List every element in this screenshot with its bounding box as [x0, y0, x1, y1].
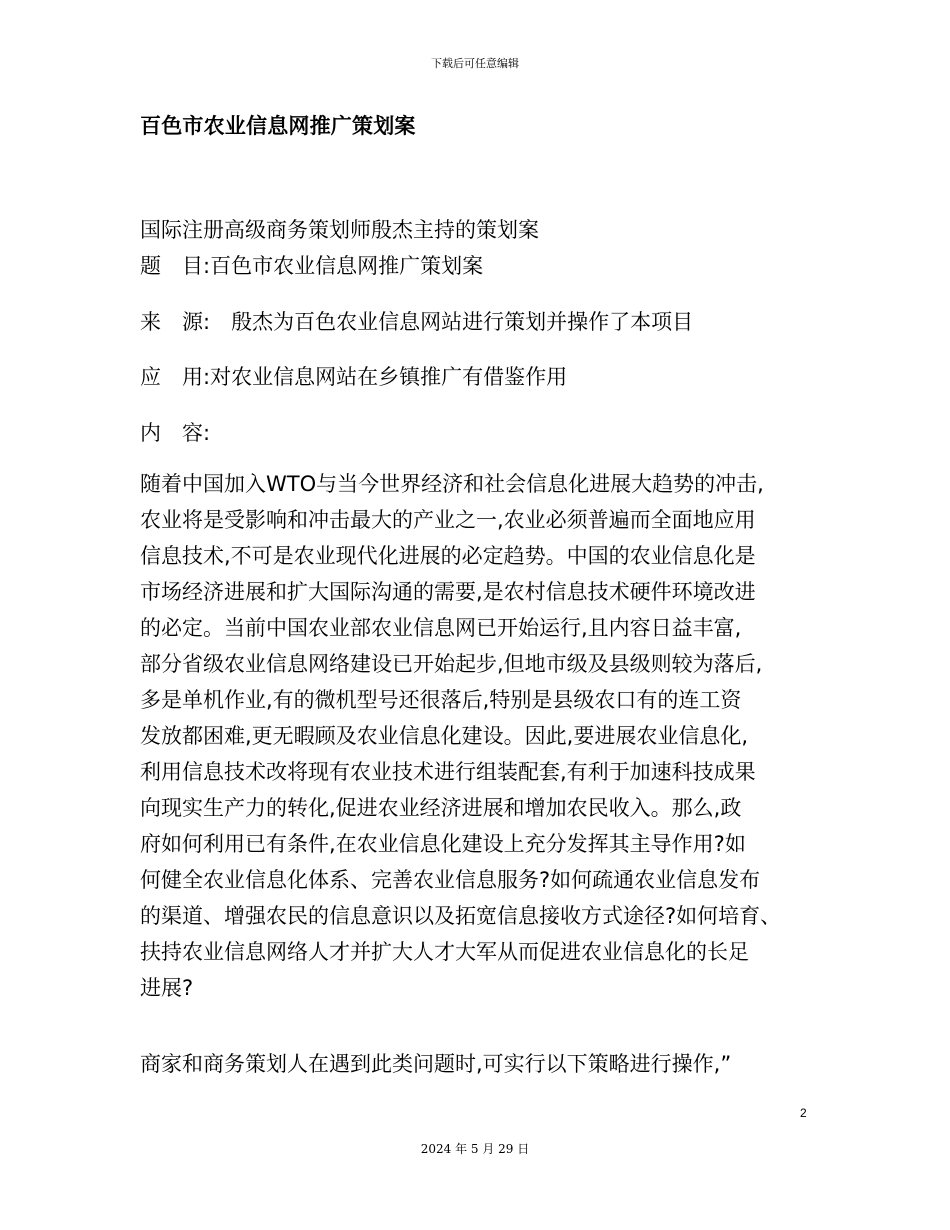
body-line: 随着中国加入WTO与当今世界经济和社会信息化进展大趋势的冲击,: [140, 472, 764, 496]
application-line: 应 用:对农业信息网站在乡镇推广有借鉴作用: [140, 365, 568, 389]
body-line: 的必定。当前中国农业部农业信息网已开始运行,且内容日益丰富,: [140, 616, 742, 640]
page-number: 2: [800, 1106, 807, 1120]
body-line: 进展?: [140, 976, 194, 1000]
footer-date: 2024 年 5 月 29 日: [420, 1142, 530, 1156]
body-line: 的渠道、增强农民的信息意识以及拓宽信息接收方式途径?如何培育、: [140, 904, 782, 928]
subject-line: 题 目:百色市农业信息网推广策划案: [140, 254, 484, 278]
body-line: 信息技术,不可是农业现代化进展的必定趋势。中国的农业信息化是: [140, 544, 756, 568]
document-title: 百色市农业信息网推广策划案: [140, 114, 416, 138]
body-line: 向现实生产力的转化,促进农业经济进展和增加农民收入。那么,政: [140, 796, 742, 820]
body-line: 府如何利用已有条件,在农业信息化建设上充分发挥其主导作用?如: [140, 832, 746, 856]
author-line: 国际注册高级商务策划师殷杰主持的策划案: [140, 218, 539, 242]
body-line: 多是单机作业,有的微机型号还很落后,特别是县级农口有的连工资: [140, 688, 742, 712]
body-line: 部分省级农业信息网络建设已开始起步,但地市级及县级则较为落后,: [140, 652, 763, 676]
body-line: 市场经济进展和扩大国际沟通的需要,是农村信息技术硬件环境改进: [140, 580, 756, 604]
body-line: 扶持农业信息网络人才并扩大人才大军从而促进农业信息化的长足: [140, 940, 749, 964]
content-label: 内 容:: [140, 421, 211, 445]
body-line: 何健全农业信息化体系、完善农业信息服务?如何疏通农业信息发布: [140, 868, 761, 892]
closing-line: 商家和商务策划人在遇到此类问题时,可实行以下策略进行操作,”: [140, 1052, 732, 1076]
header-note: 下载后可任意编辑: [431, 57, 519, 70]
body-line: 发放都困难,更无暇顾及农业信息化建设。因此,要进展农业信息化,: [140, 724, 749, 748]
source-line: 来 源: 殷杰为百色农业信息网站进行策划并操作了本项目: [140, 310, 694, 334]
body-line: 利用信息技术改将现有农业技术进行组装配套,有利于加速科技成果: [140, 760, 756, 784]
body-line: 农业将是受影响和冲击最大的产业之一,农业必须普遍而全面地应用: [140, 508, 756, 532]
body-paragraph: [140, 466, 820, 1006]
